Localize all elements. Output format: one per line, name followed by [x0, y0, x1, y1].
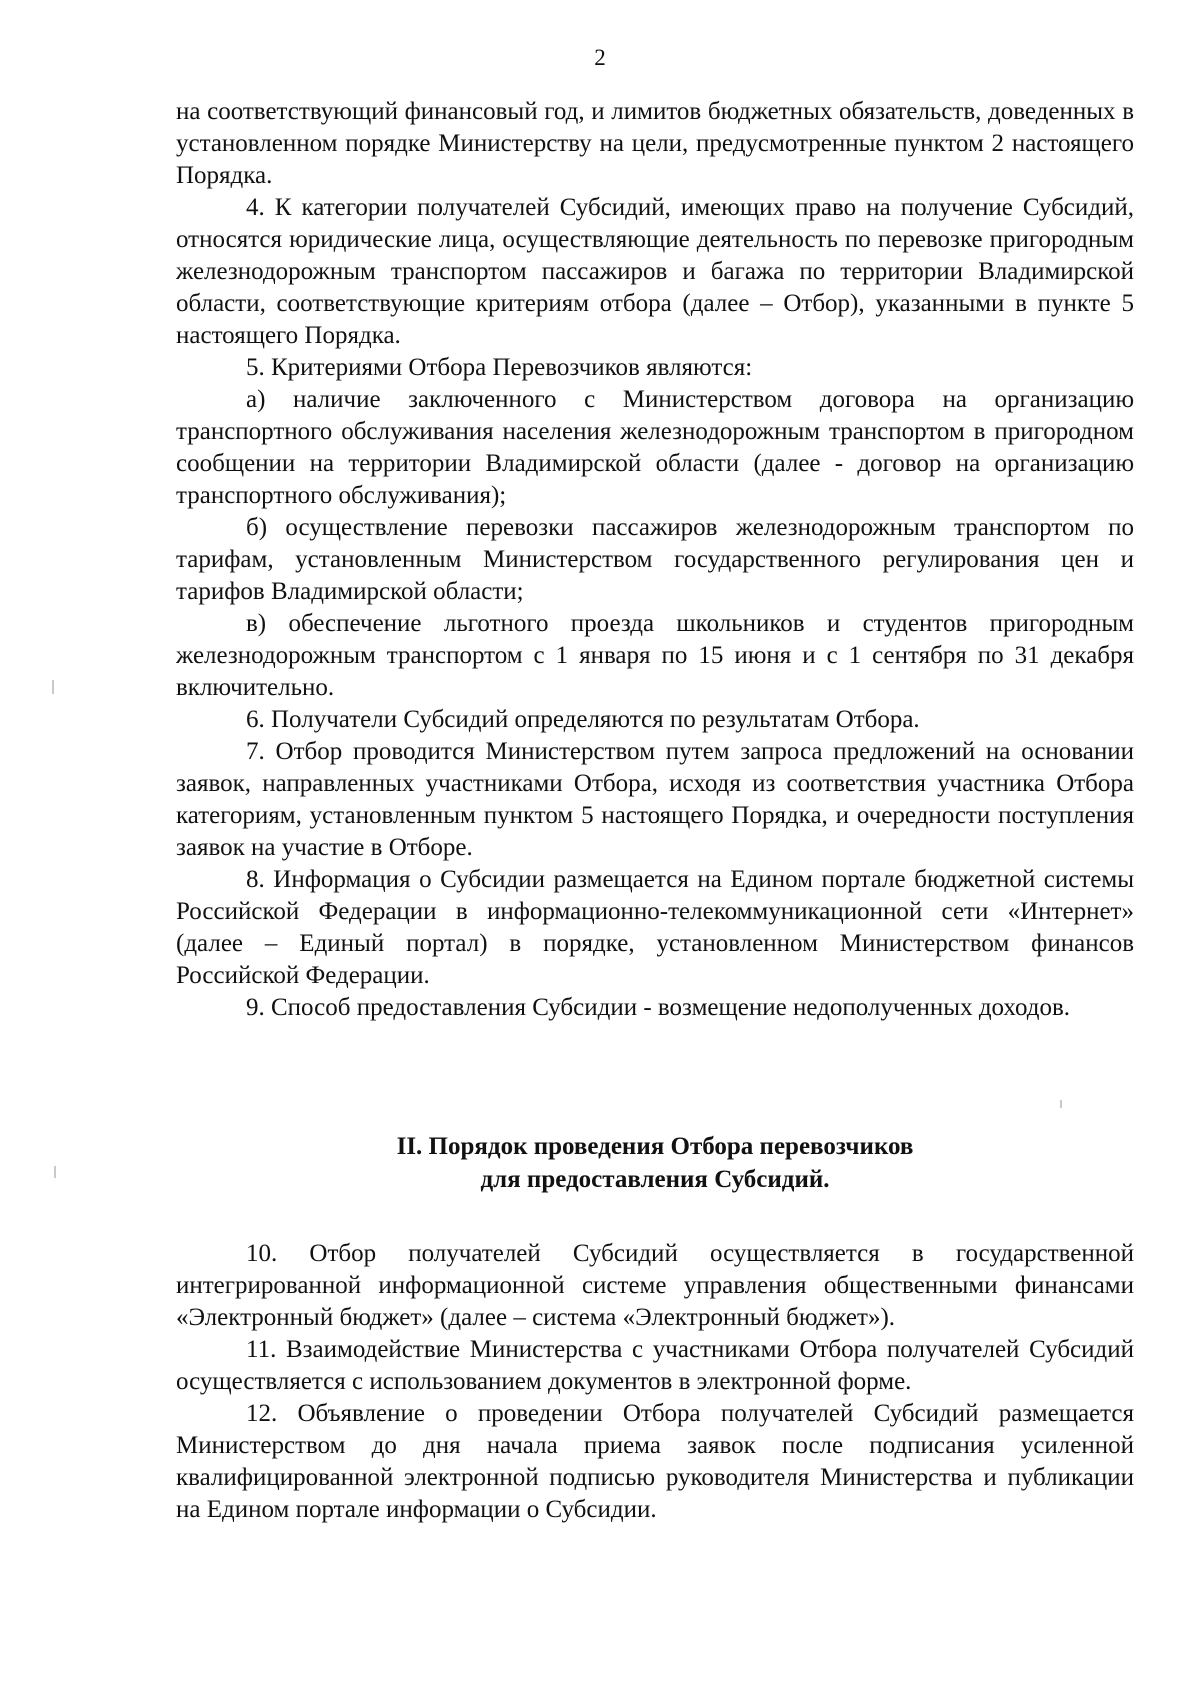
- paragraph-item-11: 11. Взаимодействие Министерства с участниками Отбора получателей Субсидий осуществляется с использованием документов в электронной форме.: [176, 1336, 1134, 1395]
- page-number: 2: [594, 45, 606, 70]
- paragraph-item-7: 7. Отбор проводится Министерством путем запроса предложений на основании заявок, направленных участниками Отбора, исходя из соответствия участника Отбора категориям, установленным пунктом 5 настоящего Порядка, и очередности поступления заявок на участие в Отборе.: [176, 738, 1134, 861]
- paragraph-continuation: на соответствующий финансовый год, и лимитов бюджетных обязательств, доведенных в установленном порядке Министерству на цели, предусмотренные пунктом 2 настоящего Порядка.: [176, 98, 1134, 189]
- scan-mark: [1060, 1100, 1062, 1108]
- paragraph-item-6: 6. Получатели Субсидий определяются по результатам Отбора.: [246, 706, 920, 733]
- paragraph-item-5: 5. Критериями Отбора Перевозчиков являются:: [246, 354, 753, 381]
- paragraph-item-5a: а) наличие заключенного с Министерством договора на организацию транспортного обслуживания населения железнодорожным транспортом в пригородном сообщении на территории Владимирской области (далее - договор на организацию транспортного обслуживания);: [176, 386, 1134, 509]
- paragraph-item-10: 10. Отбор получателей Субсидий осуществляется в государственной интегрированной информационной системе управления общественными финансами «Электронный бюджет» (далее – система «Электронный бюджет»).: [176, 1240, 1134, 1331]
- paragraph-item-12: 12. Объявление о проведении Отбора получателей Субсидий размещается Министерством до дня начала приема заявок после подписания усиленной квалифицированной электронной подписью руководителя Министерства и публикации на Едином портале информации о Субсидии.: [176, 1400, 1134, 1523]
- document-body-section-2: [176, 1238, 1134, 1526]
- paragraph-item-9: 9. Способ предоставления Субсидии - возмещение недополученных доходов.: [246, 994, 1071, 1021]
- paragraph-item-5v: в) обеспечение льготного проезда школьников и студентов пригородным железнодорожным транспортом с 1 января по 15 июня и с 1 сентября по 31 декабря включительно.: [176, 610, 1134, 701]
- section-heading: [176, 1130, 1134, 1196]
- section-heading-line-2: для предоставления Субсидий.: [480, 1166, 830, 1193]
- scan-mark: [54, 1166, 56, 1178]
- document-body: [176, 96, 1134, 1024]
- scan-mark: [52, 680, 54, 694]
- section-heading-line-1: II. Порядок проведения Отбора перевозчиков: [396, 1133, 914, 1160]
- paragraph-item-5b: б) осуществление перевозки пассажиров железнодорожным транспортом по тарифам, установленным Министерством государственного регулирования цен и тарифов Владимирской области;: [176, 514, 1134, 605]
- paragraph-item-8: 8. Информация о Субсидии размещается на Едином портале бюджетной системы Российской Федерации в информационно-телекоммуникационной сети «Интернет» (далее – Единый портал) в порядке, установленном Министерством финансов Российской Федерации.: [176, 866, 1134, 989]
- paragraph-item-4: 4. К категории получателей Субсидий, имеющих право на получение Субсидий, относятся юридические лица, осуществляющие деятельность по перевозке пригородным железнодорожным транспортом пассажиров и багажа по территории Владимирской области, соответствующие критериям отбора (далее – Отбор), указанными в пункте 5 настоящего Порядка.: [176, 194, 1134, 349]
